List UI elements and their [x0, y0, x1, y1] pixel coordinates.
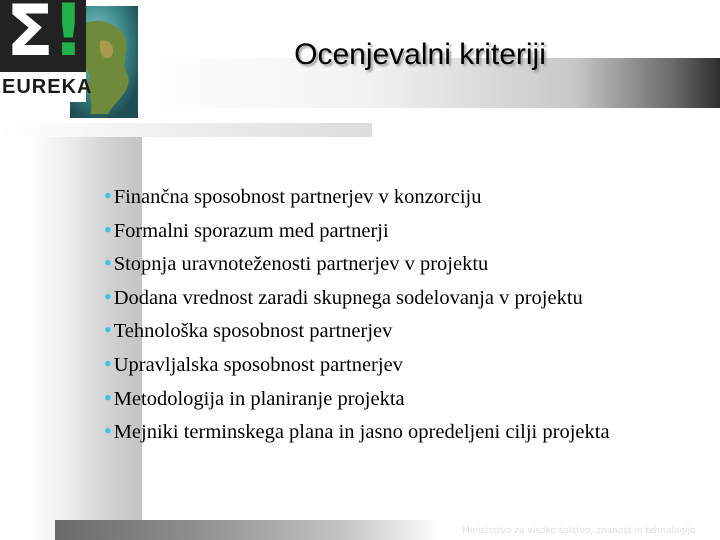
bullet-item	[104, 180, 714, 214]
exclamation-icon: !	[52, 0, 85, 72]
footer-band	[55, 520, 440, 540]
logo-wordmark-box	[2, 72, 93, 102]
bullet-text: Formalni sporazum med partnerji	[113, 219, 389, 242]
bullet-icon: •	[104, 183, 112, 208]
bullet-icon: •	[104, 283, 112, 309]
bullet-icon: •	[104, 384, 112, 410]
eureka-logo	[0, 0, 138, 118]
bullet-icon: •	[104, 216, 112, 242]
bullet-item	[104, 314, 714, 348]
bullet-item	[104, 382, 714, 416]
bullet-list	[104, 180, 714, 449]
footer-text: Ministrstvo za visoko šolstvo, znanost in tehnologijo	[462, 526, 696, 536]
bullet-icon: •	[104, 418, 112, 444]
bullet-icon: •	[104, 350, 112, 376]
logo-wordmark: EUREKA	[2, 76, 93, 98]
sigma-icon: Σ	[6, 0, 54, 72]
bullet-text: Finančna sposobnost partnerjev v konzorciju	[113, 186, 482, 208]
bullet-text: Metodologija in planiranje projekta	[113, 387, 405, 410]
bullet-item	[104, 348, 714, 382]
bullet-text: Mejniki terminskega plana in jasno opredeljeni cilji projekta	[113, 421, 610, 444]
slide-title: Ocenjevalni kriteriji	[294, 38, 546, 71]
bullet-item	[104, 415, 714, 449]
bullet-item	[104, 247, 714, 281]
bullet-text: Upravljalska sposobnost partnerjev	[113, 353, 403, 376]
bullet-icon: •	[104, 317, 112, 343]
bullet-icon: •	[104, 250, 112, 276]
divider-band	[0, 123, 372, 137]
bullet-text: Tehnološka sposobnost partnerjev	[113, 320, 393, 343]
bullet-item	[104, 281, 714, 315]
content-area	[104, 180, 714, 449]
bullet-item	[104, 214, 714, 248]
bullet-text: Stopnja uravnoteženosti partnerjev v projektu	[113, 253, 489, 276]
bullet-text: Dodana vrednost zaradi skupnega sodelovanja v projektu	[113, 286, 583, 309]
